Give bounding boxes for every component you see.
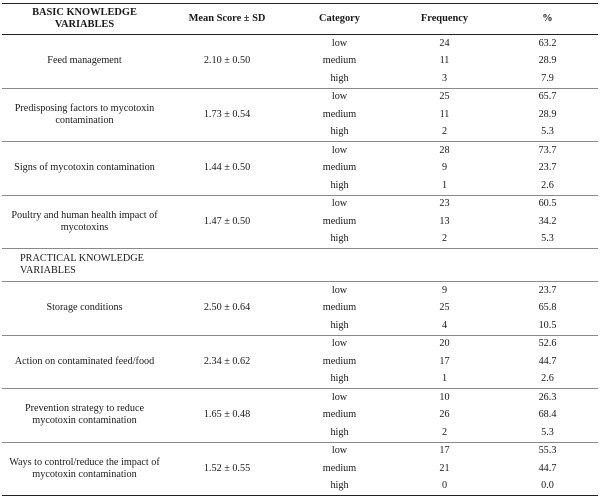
percent-cell: 5.3 [497, 124, 598, 142]
frequency-cell: 21 [439, 462, 450, 474]
table-row [2, 442, 598, 460]
percent-cell: 73.7 [538, 144, 557, 156]
percent-cell: 60.5 [538, 198, 557, 210]
category-cell: high [287, 371, 392, 389]
variable-name: Prevention strategy to reduce mycotoxin contamination [2, 389, 167, 443]
frequency-cell: 9 [441, 284, 448, 296]
frequency-cell: 25 [439, 91, 450, 103]
table-row [2, 195, 598, 213]
mean-score: 2.10 ± 0.50 [167, 35, 287, 89]
frequency-cell: 1 [392, 177, 497, 195]
percent-cell: 44.7 [538, 462, 557, 474]
category-cell: low [331, 445, 348, 457]
empty-cell [167, 249, 287, 282]
header-frequency: Frequency [392, 4, 497, 35]
table-row [2, 389, 598, 407]
frequency-cell: 2 [392, 424, 497, 442]
percent-cell: 68.4 [538, 409, 557, 421]
category-cell: low [331, 91, 348, 103]
knowledge-table [2, 3, 598, 496]
section-label: PRACTICAL KNOWLEDGE VARIABLES [2, 249, 167, 282]
percent-cell: 5.3 [497, 231, 598, 249]
category-cell: medium [322, 302, 357, 314]
category-cell: medium [322, 215, 357, 227]
variable-name: Poultry and human health impact of mycotoxins [2, 195, 167, 249]
percent-cell: 44.7 [538, 355, 557, 367]
frequency-cell: 17 [439, 355, 450, 367]
category-cell: medium [322, 108, 357, 120]
frequency-cell: 2 [392, 124, 497, 142]
empty-cell [392, 249, 497, 282]
percent-cell: 2.6 [497, 371, 598, 389]
frequency-cell: 11 [439, 55, 450, 67]
category-cell: high [287, 124, 392, 142]
table-row [2, 282, 598, 300]
percent-cell: 34.2 [538, 215, 557, 227]
mean-score: 1.52 ± 0.55 [167, 442, 287, 496]
category-cell: high [287, 231, 392, 249]
category-cell: high [287, 478, 392, 496]
mean-score: 1.47 ± 0.50 [167, 195, 287, 249]
table-row [2, 142, 598, 160]
frequency-cell: 9 [441, 162, 448, 174]
frequency-cell: 1 [392, 371, 497, 389]
frequency-cell: 4 [392, 317, 497, 335]
frequency-cell: 24 [439, 37, 450, 49]
table-row [2, 88, 598, 106]
empty-cell [287, 249, 392, 282]
category-cell: medium [322, 162, 357, 174]
category-cell: low [331, 391, 348, 403]
category-cell: medium [322, 409, 357, 421]
variable-name: Predisposing factors to mycotoxin contamination [2, 88, 167, 142]
category-cell: high [287, 424, 392, 442]
category-cell: low [331, 144, 348, 156]
table-row [2, 335, 598, 353]
mean-score: 1.65 ± 0.48 [167, 389, 287, 443]
percent-cell: 23.7 [538, 162, 557, 174]
variable-name: Signs of mycotoxin contamination [2, 142, 167, 196]
percent-cell: 2.6 [497, 177, 598, 195]
table-body [2, 35, 598, 496]
category-cell: medium [322, 462, 357, 474]
frequency-cell: 25 [439, 302, 450, 314]
frequency-cell: 2 [392, 231, 497, 249]
header-category: Category [287, 4, 392, 35]
percent-cell: 5.3 [497, 424, 598, 442]
category-cell: low [331, 284, 348, 296]
mean-score: 1.73 ± 0.54 [167, 88, 287, 142]
percent-cell: 63.2 [538, 37, 557, 49]
category-cell: low [331, 37, 348, 49]
percent-cell: 28.9 [538, 108, 557, 120]
frequency-cell: 23 [439, 198, 450, 210]
mean-score: 1.44 ± 0.50 [167, 142, 287, 196]
percent-cell: 10.5 [497, 317, 598, 335]
percent-cell: 23.7 [538, 284, 557, 296]
frequency-cell: 17 [439, 445, 450, 457]
category-cell: low [331, 198, 348, 210]
variable-name: Storage conditions [2, 282, 167, 336]
header-row [2, 4, 598, 35]
variable-name: Action on contaminated feed/food [2, 335, 167, 389]
header-percent: % [497, 4, 598, 35]
percent-cell: 55.3 [538, 445, 557, 457]
percent-cell: 26.3 [538, 391, 557, 403]
frequency-cell: 28 [439, 144, 450, 156]
header-variable: BASIC KNOWLEDGE VARIABLES [2, 4, 167, 35]
percent-cell: 28.9 [538, 55, 557, 67]
category-cell: low [331, 338, 348, 350]
variable-name: Feed management [2, 35, 167, 89]
mean-score: 2.34 ± 0.62 [167, 335, 287, 389]
category-cell: high [287, 70, 392, 88]
frequency-cell: 0 [392, 478, 497, 496]
percent-cell: 7.9 [497, 70, 598, 88]
table-row [2, 35, 598, 53]
mean-score: 2.50 ± 0.64 [167, 282, 287, 336]
percent-cell: 0.0 [497, 478, 598, 496]
percent-cell: 65.8 [538, 302, 557, 314]
percent-cell: 65.7 [538, 91, 557, 103]
section-row [2, 249, 598, 282]
category-cell: medium [322, 355, 357, 367]
empty-cell [497, 249, 598, 282]
frequency-cell: 20 [439, 338, 450, 350]
frequency-cell: 13 [439, 215, 450, 227]
frequency-cell: 10 [439, 391, 450, 403]
variable-name: Ways to control/reduce the impact of mycotoxin contamination [2, 442, 167, 496]
frequency-cell: 3 [392, 70, 497, 88]
frequency-cell: 26 [439, 409, 450, 421]
category-cell: high [287, 177, 392, 195]
category-cell: medium [322, 55, 357, 67]
frequency-cell: 11 [439, 108, 450, 120]
header-mean-score: Mean Score ± SD [167, 4, 287, 35]
category-cell: high [287, 317, 392, 335]
percent-cell: 52.6 [538, 338, 557, 350]
